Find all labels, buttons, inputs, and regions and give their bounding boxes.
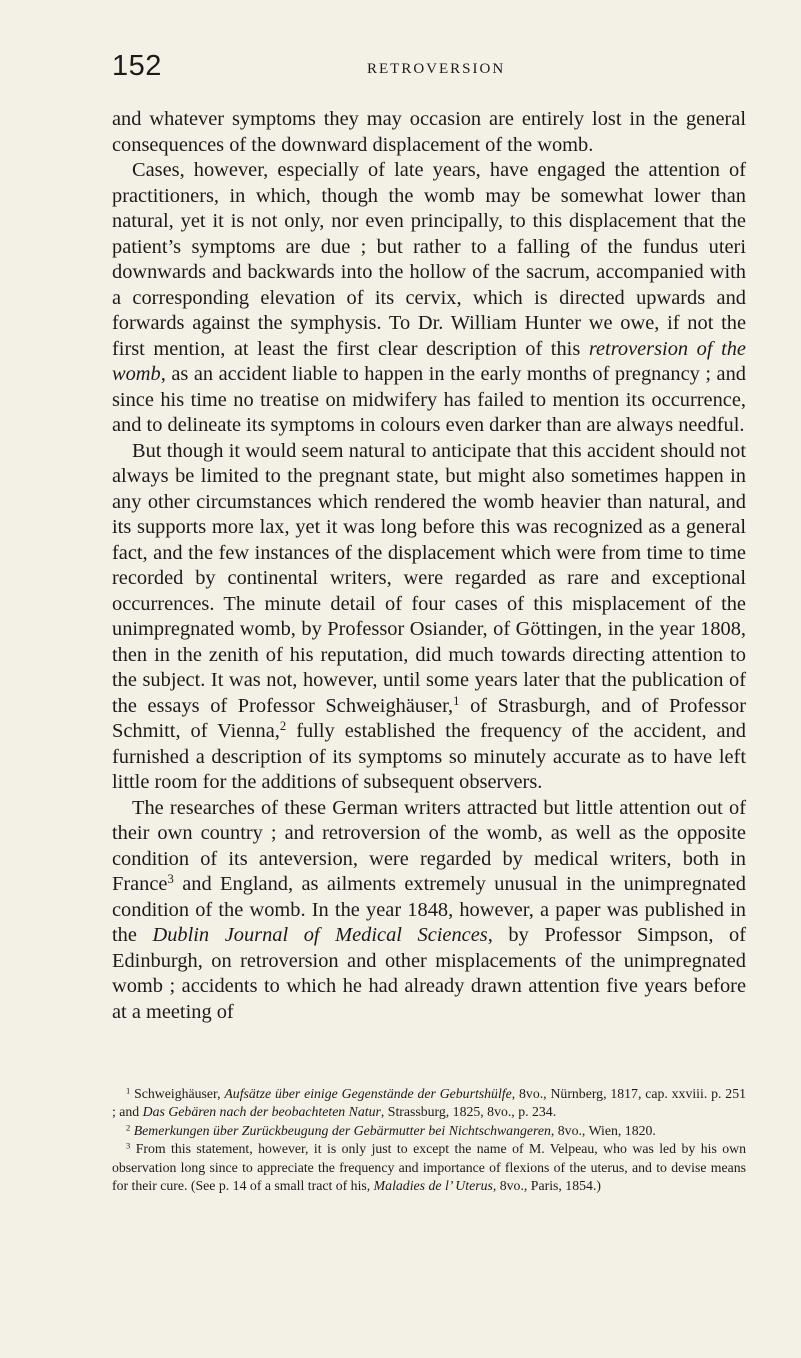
paragraph-p4 <box>112 796 746 1026</box>
footnote-fn1 <box>112 1085 746 1122</box>
text-segment: , as an accident liable to happen in the early months of pregnancy ; and since his time no treatise on midwifery has failed to mention its occurrence, and to delineate its symptoms in colours even darker than are always needful. <box>112 363 746 436</box>
body-text <box>112 107 746 1025</box>
italic-text: Maladies de l’ Uterus <box>373 1178 493 1194</box>
page-header <box>112 50 746 86</box>
footnote-marker: 3 <box>167 872 174 887</box>
text-segment: From this statement, however, it is only just to except the name of M. Velpeau, who was led by his own observation long since to appreciate the frequency and importance of flexions of the uterus, and to devise means for their cure. (See p. 14 of a small tract of his, <box>112 1141 746 1194</box>
text-segment: , 8vo., Nürnberg, 1817, cap. xxviii. p. 251 ; and <box>112 1086 746 1120</box>
italic-text: Dublin Journal of Medical Sciences <box>152 924 488 946</box>
text-segment: , by Professor Simpson, of Edinburgh, on retroversion and other misplacements of the unimpregnated womb ; accidents to which he had already drawn attention five years before at a meeting of <box>112 924 746 1023</box>
italic-text: Aufsätze über einige Gegenstände der Geburtshülfe <box>224 1086 512 1101</box>
footnote-fn3 <box>112 1140 746 1195</box>
footnote-marker: 1 <box>126 1085 131 1096</box>
text-segment: The researches of these German writers attracted but little attention out of their own country ; and retroversion of the womb, as well as the opposite condition of its anteversion, were regarded by medical writers, both in France <box>112 796 746 895</box>
text-segment: , 8vo., Paris, 1854.) <box>492 1178 601 1194</box>
italic-text: Bemerkungen über Zurückbeugung der Gebärmutter bei Nichtschwangeren <box>133 1122 551 1138</box>
text-segment: , 8vo., Wien, 1820. <box>550 1122 656 1138</box>
running-title: RETROVERSION <box>367 61 506 77</box>
text-segment: and whatever symptoms they may occasion are entirely lost in the general consequences of the downward displacement of the womb. <box>112 108 746 156</box>
footnote-marker: 1 <box>453 693 460 708</box>
paragraph-p1 <box>112 107 746 158</box>
text-segment: Cases, however, especially of late years, have engaged the attention of practitioners, in which, though the womb may be somewhat lower than natural, yet it is not only, nor even principally, to this displacement that the patient’s symptoms are due ; but rather to a falling of the fundus uteri downwards and backwards into the hollow of the sacrum, accompanied with a corresponding elevation of its cervix, which is directed upwards and forwards against the symphysis. To Dr. William Hunter we owe, if not the first mention, at least the first clear description of this <box>112 159 746 360</box>
text-segment: Schweighäuser, <box>130 1086 225 1101</box>
text-segment: fully established the frequency of the accident, and furnished a description of its symptoms so minutely accurate as to have left little room for the additions of subsequent observers. <box>112 720 746 793</box>
text-segment: of Strasburgh, and of Professor Schmitt, of Vienna, <box>112 694 746 742</box>
paragraph-p2 <box>112 158 746 439</box>
footnote-marker: 3 <box>126 1140 131 1151</box>
paragraph-p3 <box>112 439 746 796</box>
text-segment: But though it would seem natural to anticipate that this accident should not always be limited to the pregnant state, but might also sometimes happen in any other circumstances which rendered the womb heavier than natural, and its supports more lax, yet it was long before this was recognized as a general fact, and the few instances of the displacement which were from time to time recorded by continental writers, were regarded as rare and exceptional occurrences. The minute detail of four cases of this misplacement of the unimpregnated womb, by Professor Osiander, of Göttingen, in the year 1808, then in the zenith of his reputation, did much towards directing attention to the subject. It was not, however, until some years later that the publication of the essays of Professor Schweighäuser, <box>112 439 746 717</box>
footnotes <box>112 1085 746 1195</box>
footnote-marker: 2 <box>126 1122 131 1133</box>
italic-text: Das Gebären nach der beobachteten Natur <box>142 1104 381 1120</box>
text-segment: , Strassburg, 1825, 8vo., p. 234. <box>380 1104 557 1120</box>
footnote-marker: 2 <box>279 719 287 734</box>
page-number: 152 <box>112 50 162 82</box>
italic-text: retroversion of the womb <box>112 337 746 385</box>
text-segment: and England, as ailments extremely unusual in the unimpregnated condition of the womb. In the year 1848, however, a paper was published in the <box>112 873 746 946</box>
footnote-fn2 <box>112 1122 746 1140</box>
